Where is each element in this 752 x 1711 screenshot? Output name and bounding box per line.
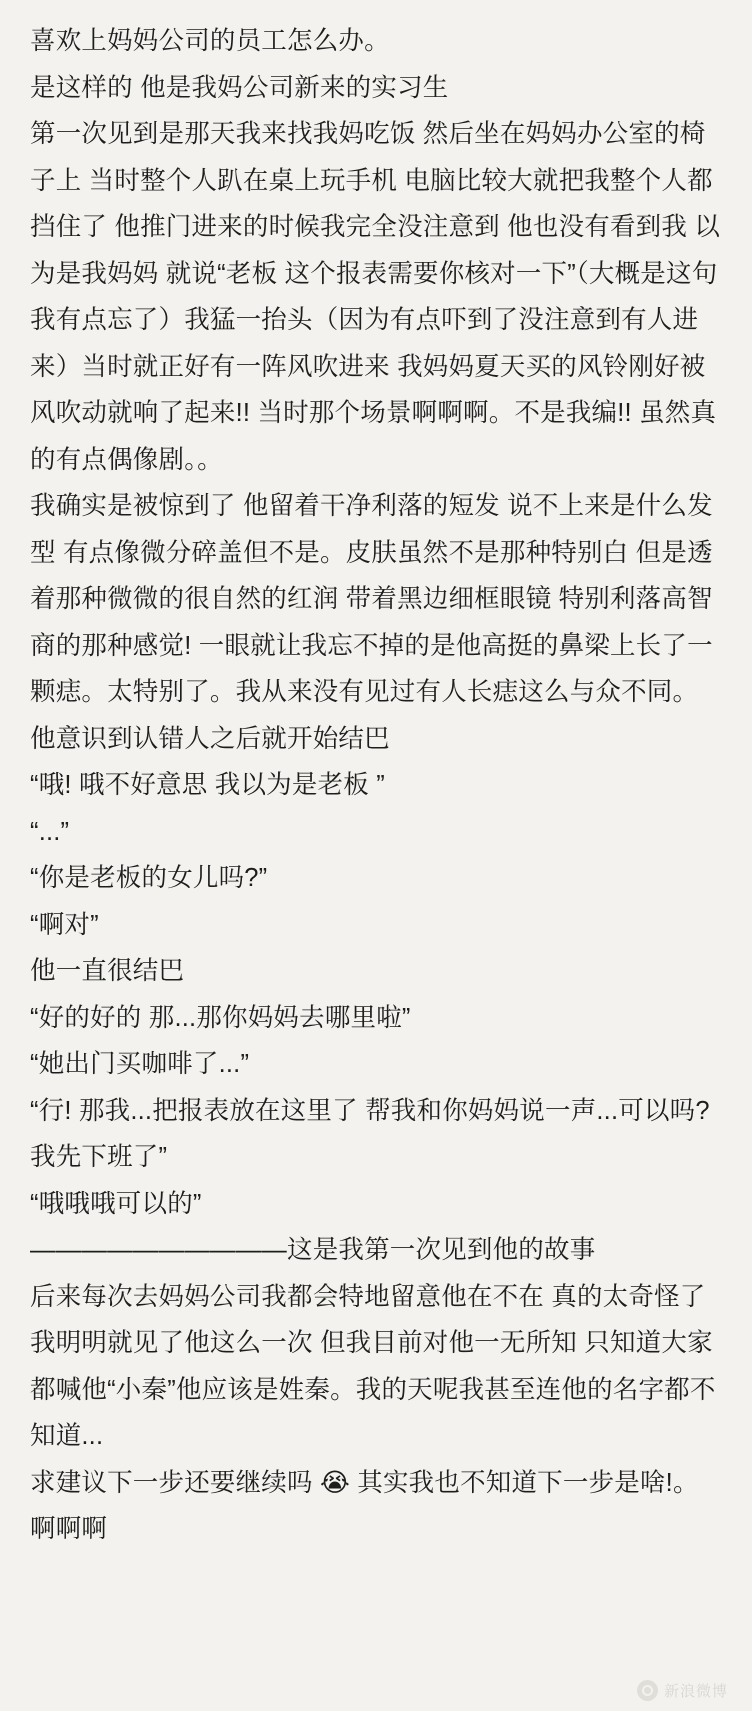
post-paragraph: “...” bbox=[30, 817, 70, 846]
post-paragraph: 他一直很结巴 bbox=[30, 957, 185, 985]
post-paragraph: “哦哦哦可以的” bbox=[30, 1189, 202, 1218]
post-paragraph: “好的好的 那...那你妈妈去哪里啦” bbox=[30, 1003, 411, 1032]
post-paragraph: “啊对” bbox=[30, 910, 99, 939]
post-paragraph: “你是老板的女儿吗?” bbox=[30, 864, 268, 892]
post-paragraph: “行! 那我...把报表放在这里了 帮我和你妈妈说一声...可以吗? 我先下班了” bbox=[30, 1096, 710, 1171]
post-text-body bbox=[30, 18, 722, 1553]
post-paragraph: 是这样的 他是我妈公司新来的实习生 bbox=[30, 73, 449, 102]
post-paragraph: “她出门买咖啡了...” bbox=[30, 1050, 250, 1078]
post-paragraph: 喜欢上妈妈公司的员工怎么办。 bbox=[30, 27, 390, 55]
watermark-label: 新浪微博 bbox=[663, 1683, 728, 1700]
post-paragraph: 第一次见到是那天我来找我妈吃饭 然后坐在妈妈办公室的椅子上 当时整个人趴在桌上玩手机 电脑比较大就把我整个人都挡住了 他推门进来的时候我完全没注意到 他也没有看到我 以为是我妈妈 就说“老板 这个报表需要你核对一下”（大概是这句我有点忘了）我猛一抬头（因为有点吓到了没注意到有人进来）当时就正好有一阵风吹进来 我妈妈夏天买的风铃刚好被风吹动就响了起来!! 当时那个场景啊啊啊。不是我编!! 虽然真的有点偶像剧。。 bbox=[30, 120, 721, 474]
post-paragraph: “哦! 哦不好意思 我以为是老板 ” bbox=[30, 771, 385, 799]
weibo-logo-icon bbox=[637, 1680, 658, 1701]
post-paragraph: 他意识到认错人之后就开始结巴 bbox=[30, 724, 390, 753]
post-paragraph: 后来每次去妈妈公司我都会特地留意他在不在 真的太奇怪了我明明就见了他这么一次 但我目前对他一无所知 只知道大家都喊他“小秦”他应该是姓秦。我的天呢我甚至连他的名字都不知道... bbox=[30, 1282, 716, 1450]
post-paragraph: ——————————这是我第一次见到他的故事 bbox=[30, 1236, 596, 1264]
post-paragraph: 我确实是被惊到了 他留着干净利落的短发 说不上来是什么发型 有点像微分碎盖但不是。皮肤虽然不是那种特别白 但是透着那种微微的很自然的红润 带着黑边细框眼镜 特别利落高智商的那种感觉! 一眼就让我忘不掉的是他高挺的鼻梁上长了一颗痣。太特别了。我从来没有见过有人长痣这么与众不同。 bbox=[30, 492, 713, 706]
post-paragraph: 求建议下一步还要继续吗 😭 其实我也不知道下一步是啥!。啊啊啊 bbox=[30, 1468, 699, 1543]
watermark bbox=[637, 1680, 728, 1701]
